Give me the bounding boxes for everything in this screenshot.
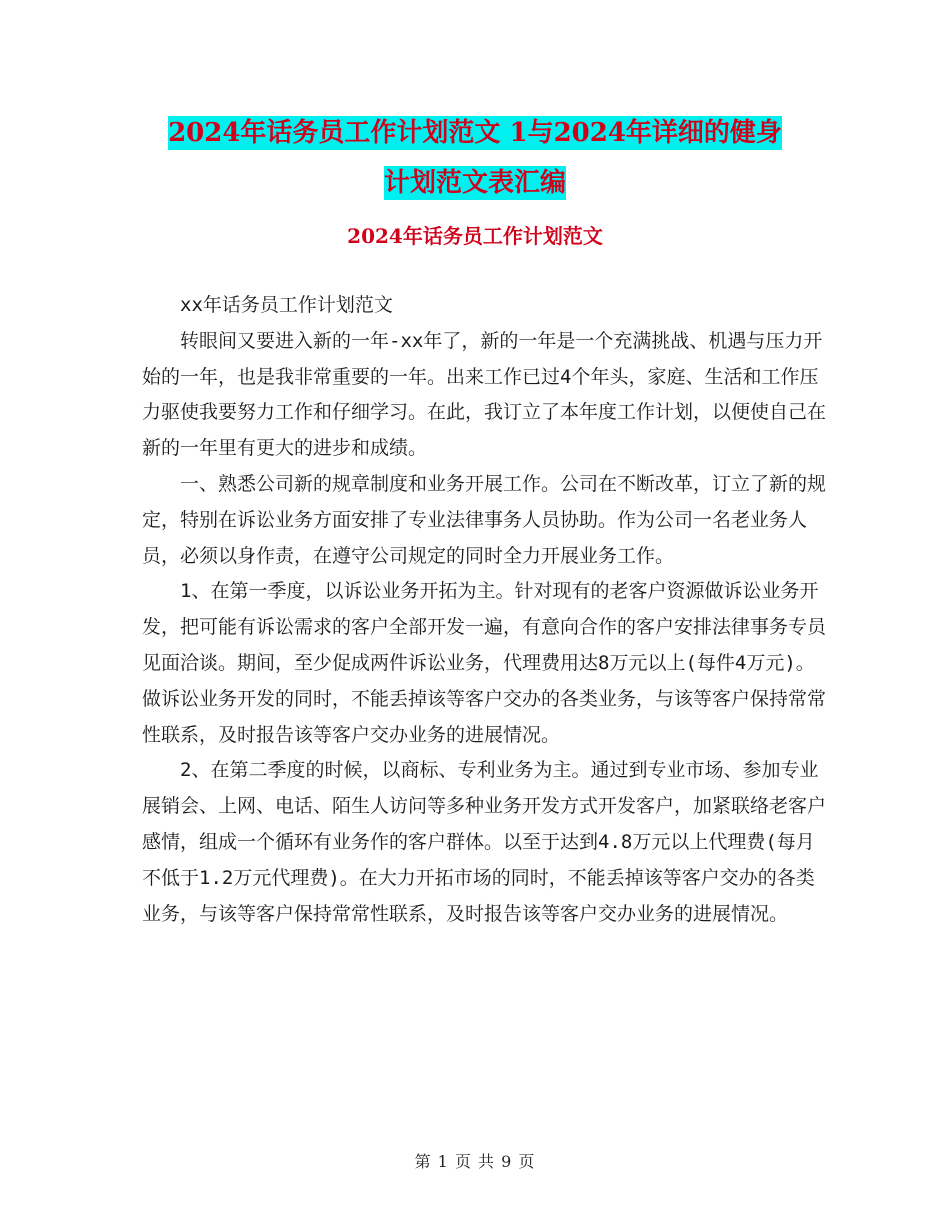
document-body: [142, 288, 828, 932]
paragraph-subtitle: xx年话务员工作计划范文: [180, 294, 393, 316]
paragraph-intro: 转眼间又要进入新的一年-xx年了，新的一年是一个充满挑战、机遇与压力开始的一年，也是我非常重要的一年。出来工作已过4个年头，家庭、生活和工作压力驱使我要努力工作和仔细学习。在此，我订立了本年度工作计划，以便使自己在新的一年里有更大的进步和成绩。: [142, 329, 827, 460]
paragraph-q2-plan: 2、在第二季度的时候，以商标、专利业务为主。通过到专业市场、参加专业展销会、上网、电话、陌生人访问等多种业务开发方式开发客户，加紧联络老客户感情，组成一个循环有业务作的客户群体。以至于达到4.8万元以上代理费(每月不低于1.2万元代理费)。在大力开拓市场的同时，不能丢掉该等客户交办的各类业务，与该等客户保持常常性联系，及时报告该等客户交办业务的进展情况。: [142, 759, 827, 925]
paragraph-section-one: 一、熟悉公司新的规章制度和业务开展工作。公司在不断改革，订立了新的规定，特别在诉讼业务方面安排了专业法律事务人员协助。作为公司一名老业务人员，必须以身作责，在遵守公司规定的同时全力开展业务工作。: [142, 472, 827, 567]
paragraph-q1-plan: 1、在第一季度，以诉讼业务开拓为主。针对现有的老客户资源做诉讼业务开发，把可能有诉讼需求的客户全部开发一遍，有意向合作的客户安排法律事务专员见面洽谈。期间，至少促成两件诉讼业务，代理费用达8万元以上(每件4万元)。做诉讼业务开发的同时，不能丢掉该等客户交办的各类业务，与该等客户保持常常性联系，及时报告该等客户交办业务的进展情况。: [142, 580, 827, 746]
section-title: 2024年话务员工作计划范文: [347, 224, 603, 248]
page-footer: 第 1 页 共 9 页: [414, 1152, 536, 1171]
document-title-line-2: 计划范文表汇编: [383, 168, 566, 198]
document-title-line-1: 2024年话务员工作计划范文 1与2024年详细的健身: [168, 118, 782, 148]
document-title: [120, 108, 830, 208]
